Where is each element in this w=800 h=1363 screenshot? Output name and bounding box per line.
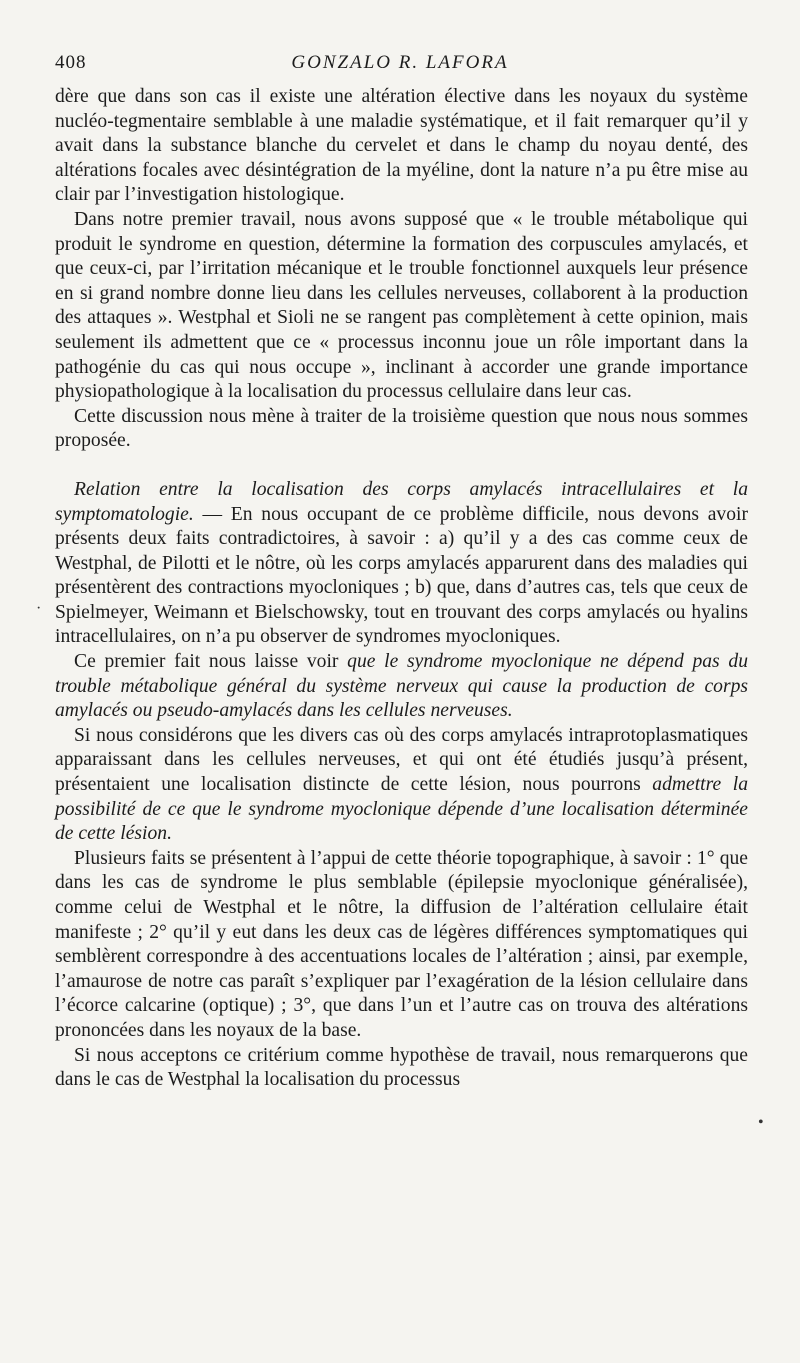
paragraph-4 [55, 478, 748, 650]
page-header [55, 52, 745, 82]
paragraph-8: Si nous acceptons ce critérium comme hypothèse de travail, nous remarquerons que dans le cas de Westphal la localisation du processus [55, 1044, 748, 1091]
section-heading: Relation entre la localisation des corps amylacés intracellulaires et la symptomatologie. [55, 478, 748, 525]
margin-dot-left: · [36, 600, 42, 617]
paragraph-5 [55, 650, 748, 724]
body-text [55, 85, 748, 1093]
paragraph-1: dère que dans son cas il existe une altération élective dans les noyaux du système nucléo-tegmentaire semblable à une maladie systématique, et il fait remarquer qu’il y avait dans la substance blanche du cervelet et dans le champ du noyau denté, des altérations focales avec désintégration de la myéline, dont la nature n’a pu être mise au clair par l’investigation histologique. [55, 86, 748, 206]
paragraph-5-text: Ce premier fait nous laisse voir [74, 651, 348, 673]
paragraph-4-text: — En nous occupant de ce problème difficile, nous devons avoir présents deux faits contradictoires, à savoir : a) qu’il y a des cas comme ceux de Westphal, de Pilotti et le nôtre, où les corps amylacés apparurent dans des maladies qui présentèrent des contractions myocloniques ; b) que, dans d’autres cas, tels que ceux de Spielmeyer, Weimann et Bielschowsky, tout en trouvant des corps amylacés ou hyalins intracellulaires, on n’a pu observer de syndromes myocloniques. [55, 503, 748, 648]
page-number: 408 [55, 52, 87, 73]
paragraph-6 [55, 724, 748, 847]
paragraph-3: Cette discussion nous mène à traiter de la troisième question que nous nous sommes proposée. [55, 405, 748, 452]
running-head: GONZALO R. LAFORA [291, 52, 509, 73]
paragraph-5-italic: que le syndrome myoclonique ne dépend pas du trouble métabolique général du système nerveux qui cause la production de corps amylacés ou pseudo-amylacés dans les cellules nerveuses. [55, 651, 748, 722]
paragraph-7: Plusieurs faits se présentent à l’appui de cette théorie topographique, à savoir : 1° que dans les cas de syndrome le plus semblable (épilepsie myoclonique généralisée), comme celui de Westphal et le nôtre, la diffusion de l’altération cellulaire était manifeste ; 2° qu’il y eut dans les deux cas de légères différences symptomatiques qui semblèrent correspondre à des accentuations locales de l’altération ; ainsi, par exemple, l’amaurose de notre cas paraît s’expliquer par l’exagération de la lésion cellulaire dans l’écorce calcarine (optique) ; 3°, que dans l’un et l’autre cas on trouva des altérations prononcées dans les noyaux de la base. [55, 847, 748, 1041]
paragraph-6-italic: admettre la possibilité de ce que le syndrome myoclonique dépende d’une localisation déterminée de cette lésion. [55, 774, 748, 845]
paragraph-2: Dans notre premier travail, nous avons supposé que « le trouble métabolique qui produit le syndrome en question, détermine la formation des corpuscules amylacés, et que ceux-ci, par l’irritation mécanique et le trouble fonctionnel auxquels leur présence en si grand nombre donne lieu dans les cellules nerveuses, collaborent à la production des attaques ». Westphal et Sioli ne se rangent pas complètement à cette opinion, mais seulement ils admettent que ce « processus inconnu joue un rôle important dans la pathogénie du cas qui nous occupe », inclinant à accorder une grande importance physiopathologique à la localisation du processus cellulaire dans leur cas. [55, 208, 748, 403]
paragraph-6-text: Si nous considérons que les divers cas où des corps amylacés intraprotoplasmatiques apparaissant dans les cellules nerveuses, et qui ont été étudiés jusqu’à présent, présentaient une localisation distincte de cette lésion, nous pourrons [55, 724, 748, 796]
margin-dot-right: • [758, 1114, 764, 1131]
